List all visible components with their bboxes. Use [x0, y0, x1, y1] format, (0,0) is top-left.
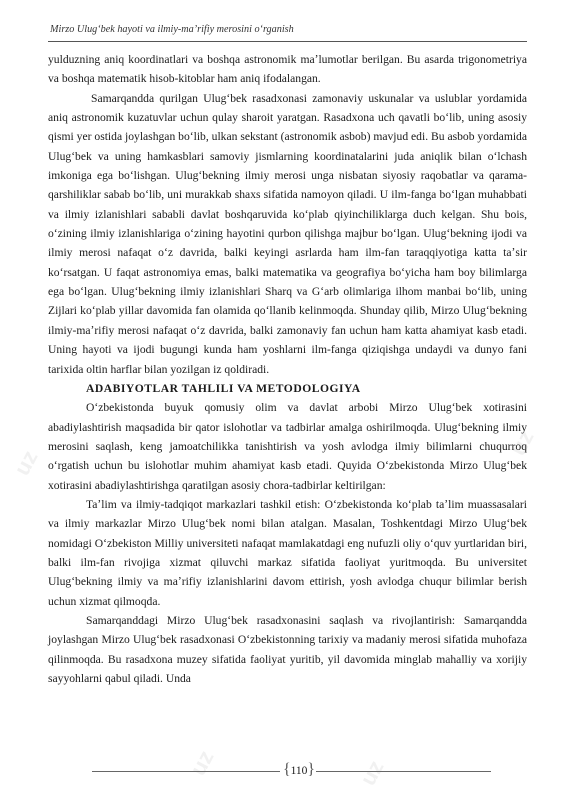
paragraph: yulduzning aniq koordinatlari va boshqa astronomik maʼlumotlar berilgan. Bu asarda trigonometriya va boshqa matematik hisob-kitoblar ham aniq ifodalangan. [48, 53, 527, 86]
paragraph: Oʻzbekistonda buyuk qomusiy olim va davlat arbobi Mirzo Ulugʻbek xotirasini abadiylashtirish maqsadida bir qator islohotlar va tadbirlar amalga oshirilmoqda. Ulugʻbekning ilmiy merosini saqlash, keng jamoatchilikka tanishtirish va yosh avlodga ilmiy bilimlarni chuqurroq oʻrgatish uchun bu islohotlar muhim ahamiyat kasb etadi. Quyida Oʻzbekistonda Mirzo Ulugʻbek xotirasini abadiylashtirishga qaratilgan asosiy chora-tadbirlar keltirilgan: [48, 401, 527, 492]
watermark: uz [185, 746, 219, 780]
watermark: uz [355, 756, 389, 790]
page-number: { 110 } [283, 762, 315, 780]
footer-rule-right [316, 771, 491, 772]
running-head: Mirzo Ulugʻbek hayoti va ilmiy-maʼrifiy merosini oʻrganish [50, 24, 294, 35]
body-text [48, 50, 527, 688]
paragraph: Samarqanddagi Mirzo Ulugʻbek rasadxonasini saqlash va rivojlantirish: Samarqandda joylashgan Mirzo Ulugʻbek rasadxonasi Oʻzbekistonning tarixiy va madaniy merosi sifatida muhofaza qilinmoqda. Bu rasadxona muzey sifatida faoliyat yuritib, yil davomida minglab mahalliy va xorijiy sayyohlarni qabul qiladi. Unda [48, 613, 527, 685]
header-rule [48, 41, 527, 42]
paragraph: Samarqandda qurilgan Ulugʻbek rasadxonasi zamonaviy uskunalar va uslublar yordamida aniq astronomik kuzatuvlar uchun qulay sharoit yaratgan. Rasadxona uch qavatli boʻlib, uning asosiy qismi yer ostida joylashgan boʻlib, ulkan sekstant (astronomik asbob) mavjud edi. Bu asbob yordamida Ulugʻbek va uning hamkasblari samoviy jismlarning koordinatalarini juda aniqlik bilan oʻlchash imkoniga ega boʻlishgan. Ulugʻbekning ilmiy merosi unga nisbatan siyosiy raqobatlar va qarama-qarshiliklar sabab boʻlib, uni murakkab shaxs sifatida namoyon qiladi. U ilm-fanga boʻlgan muhabbati va ilmiy izlanishlari sababli davlat boshqaruvida koʻplab qiyinchiliklarga duch kelgan. Shu bois, oʻzining ilmiy izlanishlariga oʻzining hayotini qurbon qilishga majbur boʻlgan. Ulugʻbekning ijodi va ilmiy merosi nafaqat oʻz davrida, balki keyingi asrlarda ham ilm-fan taraqqiyotiga katta taʼsir koʻrsatgan. U faqat astronomiya emas, balki matematika va geografiya boʻyicha ham boy bilimlarga ega boʻlgan. Ulugʻbekning ilmiy izlanishlari Sharq va Gʻarb olimlariga ilhom manbai boʻlib, uning Zijlari koʻplab yillar davomida fan olamida qoʻllanib kelinmoqda. Shunday qilib, Mirzo Ulugʻbekning ilmiy-maʼrifiy merosi nafaqat oʻz davrida, balki zamonaviy fan uchun ham katta ahamiyat kasb etadi. Uning hayoti va ijodi bugungi kunda ham yoshlarni ilm-fanga qiziqishga undaydi va dunyo fani tarixida oltin harflar bilan yozilgan iz qoldiradi. [48, 91, 527, 376]
watermark: uz [505, 426, 539, 460]
watermark: uz [9, 446, 43, 480]
section-heading: ADABIYOTLAR TAHLILI VA METODOLOGIYA [86, 381, 361, 395]
paragraph: Taʼlim va ilmiy-tadqiqot markazlari tashkil etish: Oʻzbekistonda koʻplab taʼlim muassasalari va ilmiy markazlar Mirzo Ulugʻbek nomi bilan atalgan. Masalan, Toshkentdagi Mirzo Ulugʻbek nomidagi Oʻzbekiston Milliy universiteti nafaqat mamlakatdagi eng nufuzli oliy oʻquv yurtlaridan biri, balki ilm-fan rivojiga xizmat qiluvchi markaz sifatida faoliyat yuritmoqda. Bu universitet Ulugʻbekning ilmiy va maʼrifiy izlanishlarini davom ettirish, yosh avlodga chuqur bilimlar berish uchun xizmat qilmoqda. [48, 497, 527, 608]
footer-rule-left [92, 771, 280, 772]
